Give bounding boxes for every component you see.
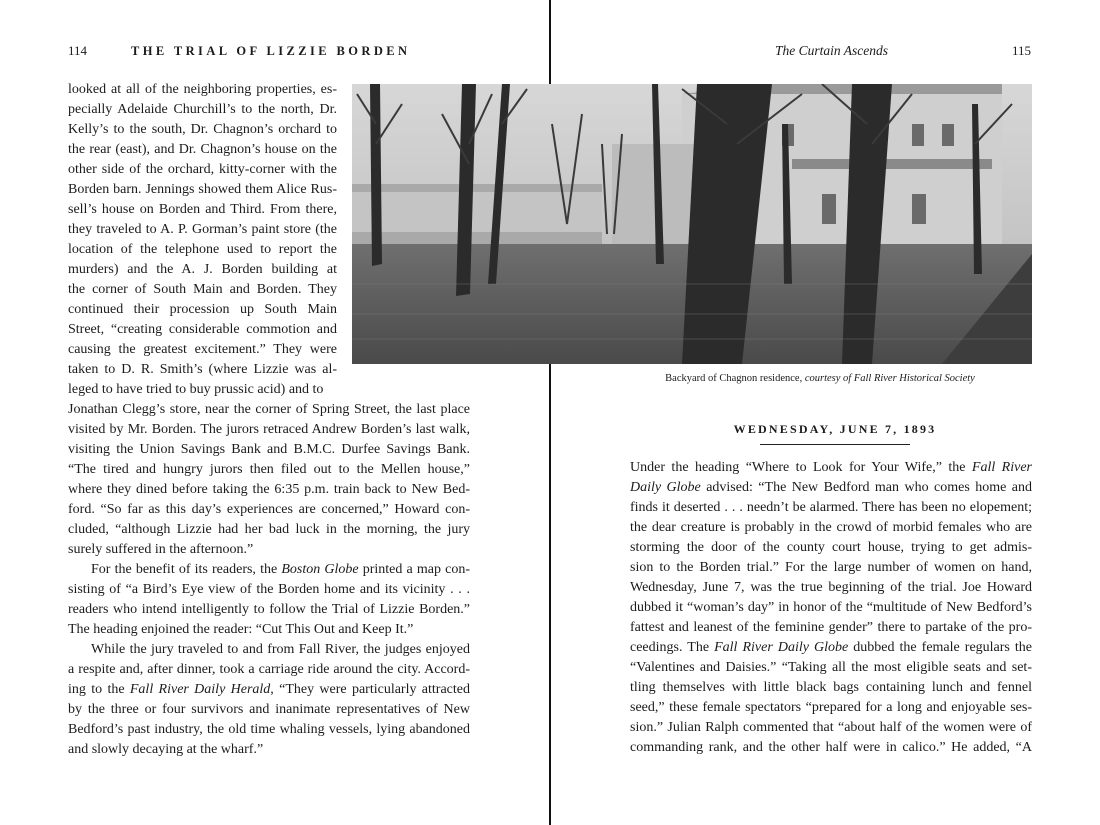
body-line: the dear creature is probably in the crowd of morbid females who are (630, 520, 1032, 535)
body-line: Street, “creating considerable commotion and (68, 322, 337, 337)
body-line: finds it deserted . . . needn’t be alarmed. There has been no elopement; (630, 500, 1032, 515)
body-line: For the benefit of its readers, the Boston Globe printed a map con- (91, 562, 470, 577)
left-running-head: THE TRIAL OF LIZZIE BORDEN (131, 44, 411, 58)
body-line: murders) and the A. J. Borden building at (68, 262, 337, 277)
body-line: by the three or four survivors and inanimate representatives of New (68, 702, 470, 717)
body-line: sisting of “a Bird’s Eye view of the Borden home and its vicinity . . . (68, 582, 470, 597)
body-line: While the jury traveled to and from Fall River, the judges enjoyed (91, 642, 470, 657)
body-line: other side of the orchard, kitty-corner with the (68, 162, 337, 177)
section-subhead: WEDNESDAY, JUNE 7, 1893 (733, 422, 937, 436)
body-line: seed,” these female spectators “prepared for a long and enjoyable ses- (630, 700, 1032, 715)
body-line: storming the door of the county court house, trying to get admis- (630, 540, 1032, 555)
body-line: the rear (east), and Dr. Chagnon’s house on the (68, 142, 337, 157)
body-line: sion.” Julian Ralph commented that “about half of the women were of (630, 720, 1032, 735)
body-line: looked at all of the neighboring properties, es- (68, 82, 337, 97)
body-line: readers who intend intelligently to follow the Trial of Lizzie Borden.” (68, 602, 470, 617)
right-page-number: 115 (1012, 43, 1032, 58)
body-line: fattest and leanest of the feminine gender” there to partake of the pro- (630, 620, 1032, 635)
body-line: and slowly decaying at the wharf.” (68, 742, 264, 757)
photo-caption (600, 372, 1040, 386)
photo-caption-text: Backyard of Chagnon residence, (665, 373, 803, 384)
body-line: Kelly’s to the south, Dr. Chagnon’s orchard to (68, 122, 337, 137)
body-line: they traveled to A. P. Gorman’s paint store (the (68, 222, 337, 237)
backyard-photo (352, 84, 1032, 364)
left-page-number: 114 (68, 43, 88, 58)
body-line: visited by Mr. Borden. The jurors retraced Andrew Borden’s last walk, (68, 422, 470, 437)
subhead-rule (760, 444, 910, 445)
body-line: Wednesday, June 7, was the true beginning of the trial. Joe Howard (630, 580, 1032, 595)
body-line: sion to the Borden trial.” For the large number of women on hand, (630, 560, 1032, 575)
right-running-head: The Curtain Ascends (775, 43, 889, 58)
body-line: location of the telephone used to report the (68, 242, 337, 257)
body-line: Under the heading “Where to Look for Your Wife,” the Fall River (630, 460, 1032, 475)
body-line: leged to have tried to buy prussic acid) and to (68, 382, 324, 397)
body-line: cluded, “although Lizzie had her bad luck in the morning, the jury (68, 522, 470, 537)
body-line: ceedings. The Fall River Daily Globe dubbed the female regulars the (630, 640, 1032, 655)
body-line: sell’s house on Borden and Third. From there, (68, 202, 337, 217)
body-line: Daily Globe advised: “The New Bedford man who comes home and (630, 480, 1032, 495)
body-line: visiting the Union Savings Bank and B.M.C. Durfee Savings Bank. (68, 442, 470, 457)
photo-credit: courtesy of Fall River Historical Society (804, 373, 975, 384)
body-line: surely suffered in the afternoon.” (68, 542, 254, 557)
backyard-photo-illustration (352, 84, 1032, 364)
body-line: The heading enjoined the reader: “Cut This Out and Keep It.” (68, 622, 414, 637)
body-line: Bedford’s past industry, the old time whaling vessels, lying abandoned (68, 722, 470, 737)
body-line: taken to D. R. Smith’s (where Lizzie was al- (68, 362, 337, 377)
body-line: ford. “So far as this day’s experiences are concerned,” Howard con- (68, 502, 470, 517)
body-line: Borden barn. Jennings showed them Alice Rus- (68, 182, 337, 197)
body-line: pecially Adelaide Churchill’s to the north, Dr. (68, 102, 337, 117)
body-line: continued their procession up South Main (68, 302, 337, 317)
body-line: commanding rank, and the other half were in calico.” He added, “A (630, 740, 1032, 755)
body-line: causing the greatest excitement.” They were (68, 342, 337, 357)
body-line: the corner of South Main and Borden. They (68, 282, 337, 297)
body-line: tling themselves with little black bags containing lunch and fennel (630, 680, 1032, 695)
body-line: ing to the Fall River Daily Herald, “They were particularly attracted (68, 682, 470, 697)
body-line: where they dined before taking the 6:35 p.m. train back to New Bed- (68, 482, 470, 497)
body-line: a respite and, after dinner, took a carriage ride around the city. Accord- (68, 662, 470, 677)
body-line: dubbed it “woman’s day” in honor of the “multitude of New Bedford’s (630, 600, 1032, 615)
body-line: “The tired and hungry jurors then filed out to the Mellen house,” (68, 462, 470, 477)
body-line: “Valentines and Daisies.” “Taking all the most eligible seats and set- (630, 660, 1032, 675)
body-line: Jonathan Clegg’s store, near the corner of Spring Street, the last place (68, 402, 470, 417)
